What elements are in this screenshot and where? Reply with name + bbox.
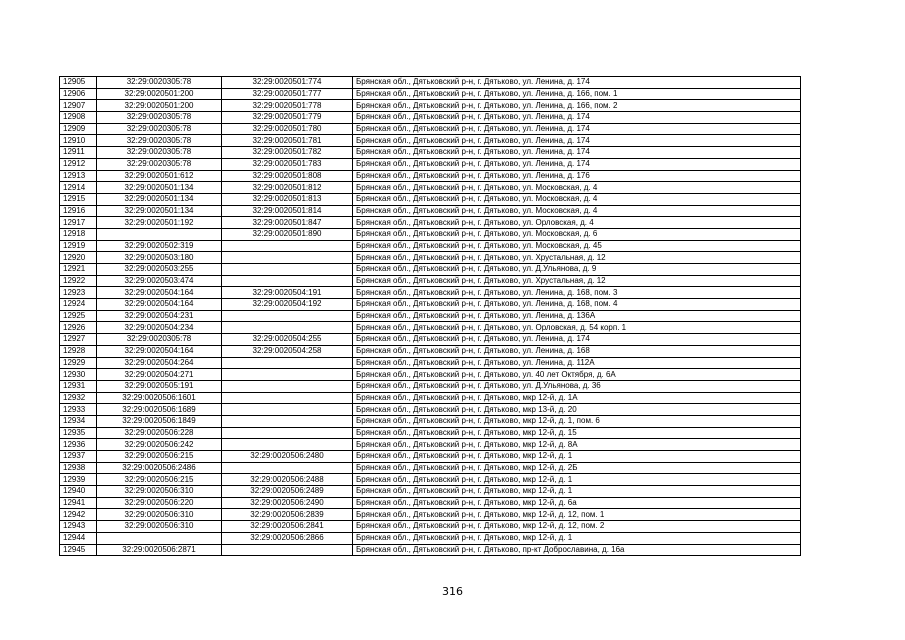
room-number-cell: 32:29:0020501:813 [222, 193, 353, 205]
cadastral-number-cell: 32:29:0020503:474 [97, 275, 222, 287]
address-cell: Брянская обл., Дятьковский р-н, г. Дятьково, мкр 12-й, д. 1 [353, 486, 801, 498]
room-number-cell: 32:29:0020504:192 [222, 299, 353, 311]
cadastral-number-cell: 32:29:0020506:1601 [97, 392, 222, 404]
room-number-cell: 32:29:0020506:2488 [222, 474, 353, 486]
cadastral-number-cell: 32:29:0020305:78 [97, 123, 222, 135]
address-cell: Брянская обл., Дятьковский р-н, г. Дятьково, ул. 40 лет Октября, д. 6А [353, 369, 801, 381]
table-row [60, 521, 801, 533]
room-number-cell: 32:29:0020506:2480 [222, 451, 353, 463]
address-cell: Брянская обл., Дятьковский р-н, г. Дятьково, ул. Ленина, д. 166, пом. 1 [353, 88, 801, 100]
address-cell: Брянская обл., Дятьковский р-н, г. Дятьково, ул. Ленина, д. 174 [353, 135, 801, 147]
room-number-cell [222, 310, 353, 322]
row-number-cell: 12920 [60, 252, 97, 264]
row-number-cell: 12918 [60, 228, 97, 240]
row-number-cell: 12924 [60, 299, 97, 311]
room-number-cell [222, 275, 353, 287]
address-cell: Брянская обл., Дятьковский р-н, г. Дятьково, ул. Московская, д. 4 [353, 182, 801, 194]
address-cell: Брянская обл., Дятьковский р-н, г. Дятьково, ул. Московская, д. 6 [353, 228, 801, 240]
room-number-cell: 32:29:0020504:258 [222, 345, 353, 357]
row-number-cell: 12932 [60, 392, 97, 404]
row-number-cell: 12927 [60, 334, 97, 346]
table-row [60, 532, 801, 544]
table-row [60, 170, 801, 182]
cadastral-number-cell: 32:29:0020506:310 [97, 509, 222, 521]
table-row [60, 509, 801, 521]
cadastral-number-cell: 32:29:0020505:191 [97, 380, 222, 392]
room-number-cell: 32:29:0020504:191 [222, 287, 353, 299]
cadastral-number-cell: 32:29:0020506:1849 [97, 415, 222, 427]
row-number-cell: 12926 [60, 322, 97, 334]
table-row [60, 275, 801, 287]
cadastral-number-cell: 32:29:0020506:228 [97, 427, 222, 439]
table-row [60, 147, 801, 159]
cadastral-number-cell: 32:29:0020506:310 [97, 486, 222, 498]
address-cell: Брянская обл., Дятьковский р-н, г. Дятьково, ул. Ленина, д. 174 [353, 77, 801, 89]
row-number-cell: 12910 [60, 135, 97, 147]
cadastral-number-cell: 32:29:0020503:255 [97, 264, 222, 276]
address-cell: Брянская обл., Дятьковский р-н, г. Дятьково, ул. Ленина, д. 174 [353, 158, 801, 170]
row-number-cell: 12945 [60, 544, 97, 556]
table-row [60, 357, 801, 369]
table-row [60, 123, 801, 135]
table-row [60, 264, 801, 276]
row-number-cell: 12923 [60, 287, 97, 299]
row-number-cell: 12906 [60, 88, 97, 100]
cadastral-number-cell: 32:29:0020501:134 [97, 193, 222, 205]
room-number-cell: 32:29:0020501:847 [222, 217, 353, 229]
row-number-cell: 12930 [60, 369, 97, 381]
row-number-cell: 12938 [60, 462, 97, 474]
cadastral-number-cell: 32:29:0020506:2871 [97, 544, 222, 556]
room-number-cell: 32:29:0020501:774 [222, 77, 353, 89]
room-number-cell [222, 439, 353, 451]
address-cell: Брянская обл., Дятьковский р-н, г. Дятьково, мкр 12-й, д. 1А [353, 392, 801, 404]
table-row [60, 380, 801, 392]
cadastral-number-cell: 32:29:0020504:271 [97, 369, 222, 381]
cadastral-number-cell: 32:29:0020506:310 [97, 521, 222, 533]
table-row [60, 252, 801, 264]
address-cell: Брянская обл., Дятьковский р-н, г. Дятьково, мкр 12-й, д. 6а [353, 497, 801, 509]
address-cell: Брянская обл., Дятьковский р-н, г. Дятьково, ул. Ленина, д. 174 [353, 147, 801, 159]
cadastral-number-cell: 32:29:0020305:78 [97, 77, 222, 89]
cadastral-number-cell: 32:29:0020305:78 [97, 135, 222, 147]
table-row [60, 451, 801, 463]
room-number-cell: 32:29:0020501:779 [222, 112, 353, 124]
room-number-cell: 32:29:0020504:255 [222, 334, 353, 346]
row-number-cell: 12908 [60, 112, 97, 124]
cadastral-number-cell: 32:29:0020504:264 [97, 357, 222, 369]
room-number-cell [222, 392, 353, 404]
address-cell: Брянская обл., Дятьковский р-н, г. Дятьково, ул. Хрустальная, д. 12 [353, 252, 801, 264]
room-number-cell: 32:29:0020506:2866 [222, 532, 353, 544]
room-number-cell: 32:29:0020501:814 [222, 205, 353, 217]
table-row [60, 100, 801, 112]
room-number-cell [222, 415, 353, 427]
table-row [60, 299, 801, 311]
address-cell: Брянская обл., Дятьковский р-н, г. Дятьково, ул. Московская, д. 4 [353, 205, 801, 217]
address-cell: Брянская обл., Дятьковский р-н, г. Дятьково, ул. Ленина, д. 168 [353, 345, 801, 357]
room-number-cell [222, 357, 353, 369]
cadastral-number-cell: 32:29:0020501:200 [97, 100, 222, 112]
address-cell: Брянская обл., Дятьковский р-н, г. Дятьково, ул. Ленина, д. 176 [353, 170, 801, 182]
row-number-cell: 12909 [60, 123, 97, 135]
cadastral-number-cell: 32:29:0020305:78 [97, 147, 222, 159]
address-cell: Брянская обл., Дятьковский р-н, г. Дятьково, мкр 12-й, д. 1, пом. 6 [353, 415, 801, 427]
cadastral-table [59, 76, 801, 556]
room-number-cell [222, 264, 353, 276]
row-number-cell: 12934 [60, 415, 97, 427]
room-number-cell: 32:29:0020506:2489 [222, 486, 353, 498]
table-row [60, 345, 801, 357]
room-number-cell [222, 369, 353, 381]
address-cell: Брянская обл., Дятьковский р-н, г. Дятьково, ул. Орловская, д. 4 [353, 217, 801, 229]
cadastral-number-cell: 32:29:0020501:612 [97, 170, 222, 182]
table-row [60, 217, 801, 229]
row-number-cell: 12939 [60, 474, 97, 486]
cadastral-number-cell: 32:29:0020504:231 [97, 310, 222, 322]
row-number-cell: 12931 [60, 380, 97, 392]
cadastral-number-cell: 32:29:0020305:78 [97, 112, 222, 124]
room-number-cell [222, 252, 353, 264]
address-cell: Брянская обл., Дятьковский р-н, г. Дятьково, ул. Ленина, д. 174 [353, 112, 801, 124]
cadastral-number-cell: 32:29:0020506:215 [97, 451, 222, 463]
address-cell: Брянская обл., Дятьковский р-н, г. Дятьково, мкр 12-й, д. 1 [353, 532, 801, 544]
table-row [60, 427, 801, 439]
address-cell: Брянская обл., Дятьковский р-н, г. Дятьково, ул. Ленина, д. 166, пом. 2 [353, 100, 801, 112]
table-row [60, 404, 801, 416]
table-row [60, 182, 801, 194]
room-number-cell [222, 544, 353, 556]
row-number-cell: 12914 [60, 182, 97, 194]
cadastral-number-cell: 32:29:0020501:134 [97, 182, 222, 194]
table-row [60, 486, 801, 498]
address-cell: Брянская обл., Дятьковский р-н, г. Дятьково, мкр 12-й, д. 12, пом. 1 [353, 509, 801, 521]
table-row [60, 135, 801, 147]
room-number-cell: 32:29:0020501:780 [222, 123, 353, 135]
cadastral-number-cell: 32:29:0020501:134 [97, 205, 222, 217]
row-number-cell: 12919 [60, 240, 97, 252]
row-number-cell: 12916 [60, 205, 97, 217]
row-number-cell: 12922 [60, 275, 97, 287]
row-number-cell: 12928 [60, 345, 97, 357]
room-number-cell: 32:29:0020501:778 [222, 100, 353, 112]
room-number-cell: 32:29:0020501:808 [222, 170, 353, 182]
row-number-cell: 12937 [60, 451, 97, 463]
table-row [60, 88, 801, 100]
page-number: 316 [442, 585, 463, 598]
address-cell: Брянская обл., Дятьковский р-н, г. Дятьково, ул. Ленина, д. 136А [353, 310, 801, 322]
cadastral-number-cell: 32:29:0020501:192 [97, 217, 222, 229]
address-cell: Брянская обл., Дятьковский р-н, г. Дятьково, ул. Хрустальная, д. 12 [353, 275, 801, 287]
row-number-cell: 12907 [60, 100, 97, 112]
cadastral-number-cell: 32:29:0020504:164 [97, 345, 222, 357]
table-row [60, 228, 801, 240]
table-row [60, 462, 801, 474]
room-number-cell: 32:29:0020506:2839 [222, 509, 353, 521]
table-row [60, 474, 801, 486]
row-number-cell: 12944 [60, 532, 97, 544]
cadastral-number-cell: 32:29:0020503:180 [97, 252, 222, 264]
room-number-cell [222, 427, 353, 439]
address-cell: Брянская обл., Дятьковский р-н, г. Дятьково, ул. Московская, д. 4 [353, 193, 801, 205]
cadastral-number-cell: 32:29:0020504:234 [97, 322, 222, 334]
row-number-cell: 12913 [60, 170, 97, 182]
address-cell: Брянская обл., Дятьковский р-н, г. Дятьково, ул. Ленина, д. 168, пом. 3 [353, 287, 801, 299]
address-cell: Брянская обл., Дятьковский р-н, г. Дятьково, ул. Д.Ульянова, д. 9 [353, 264, 801, 276]
address-cell: Брянская обл., Дятьковский р-н, г. Дятьково, мкр 12-й, д. 12, пом. 2 [353, 521, 801, 533]
table-row [60, 240, 801, 252]
address-cell: Брянская обл., Дятьковский р-н, г. Дятьково, мкр 12-й, д. 8А [353, 439, 801, 451]
table-row [60, 439, 801, 451]
cadastral-number-cell [97, 228, 222, 240]
address-cell: Брянская обл., Дятьковский р-н, г. Дятьково, ул. Ленина, д. 174 [353, 123, 801, 135]
table-row [60, 193, 801, 205]
cadastral-number-cell: 32:29:0020504:164 [97, 299, 222, 311]
room-number-cell [222, 404, 353, 416]
cadastral-number-cell: 32:29:0020305:78 [97, 158, 222, 170]
table-row [60, 369, 801, 381]
table-row [60, 544, 801, 556]
address-cell: Брянская обл., Дятьковский р-н, г. Дятьково, ул. Ленина, д. 112А [353, 357, 801, 369]
address-cell: Брянская обл., Дятьковский р-н, г. Дятьково, мкр 12-й, д. 1 [353, 451, 801, 463]
room-number-cell: 32:29:0020501:777 [222, 88, 353, 100]
table-row [60, 77, 801, 89]
address-cell: Брянская обл., Дятьковский р-н, г. Дятьково, мкр 12-й, д. 2Б [353, 462, 801, 474]
room-number-cell: 32:29:0020501:781 [222, 135, 353, 147]
row-number-cell: 12941 [60, 497, 97, 509]
address-cell: Брянская обл., Дятьковский р-н, г. Дятьково, пр-кт Доброславина, д. 16а [353, 544, 801, 556]
row-number-cell: 12917 [60, 217, 97, 229]
table-row [60, 287, 801, 299]
room-number-cell [222, 240, 353, 252]
address-cell: Брянская обл., Дятьковский р-н, г. Дятьково, ул. Ленина, д. 168, пом. 4 [353, 299, 801, 311]
table-row [60, 158, 801, 170]
row-number-cell: 12915 [60, 193, 97, 205]
address-cell: Брянская обл., Дятьковский р-н, г. Дятьково, ул. Московская, д. 45 [353, 240, 801, 252]
table-row [60, 112, 801, 124]
row-number-cell: 12905 [60, 77, 97, 89]
room-number-cell [222, 322, 353, 334]
row-number-cell: 12933 [60, 404, 97, 416]
address-cell: Брянская обл., Дятьковский р-н, г. Дятьково, ул. Д.Ульянова, д. 36 [353, 380, 801, 392]
row-number-cell: 12936 [60, 439, 97, 451]
address-cell: Брянская обл., Дятьковский р-н, г. Дятьково, ул. Орловская, д. 54 корп. 1 [353, 322, 801, 334]
row-number-cell: 12929 [60, 357, 97, 369]
row-number-cell: 12911 [60, 147, 97, 159]
room-number-cell [222, 462, 353, 474]
cadastral-number-cell: 32:29:0020504:164 [97, 287, 222, 299]
row-number-cell: 12921 [60, 264, 97, 276]
row-number-cell: 12942 [60, 509, 97, 521]
room-number-cell [222, 380, 353, 392]
room-number-cell: 32:29:0020501:890 [222, 228, 353, 240]
table-row [60, 497, 801, 509]
table-row [60, 334, 801, 346]
address-cell: Брянская обл., Дятьковский р-н, г. Дятьково, мкр 12-й, д. 1 [353, 474, 801, 486]
cadastral-number-cell: 32:29:0020506:1689 [97, 404, 222, 416]
room-number-cell: 32:29:0020506:2841 [222, 521, 353, 533]
cadastral-number-cell: 32:29:0020502:319 [97, 240, 222, 252]
table-row [60, 322, 801, 334]
cadastral-number-cell: 32:29:0020506:215 [97, 474, 222, 486]
row-number-cell: 12935 [60, 427, 97, 439]
table-row [60, 415, 801, 427]
table-row [60, 205, 801, 217]
cadastral-number-cell: 32:29:0020305:78 [97, 334, 222, 346]
room-number-cell: 32:29:0020501:782 [222, 147, 353, 159]
address-cell: Брянская обл., Дятьковский р-н, г. Дятьково, ул. Ленина, д. 174 [353, 334, 801, 346]
row-number-cell: 12925 [60, 310, 97, 322]
row-number-cell: 12940 [60, 486, 97, 498]
table-row [60, 310, 801, 322]
address-cell: Брянская обл., Дятьковский р-н, г. Дятьково, мкр 12-й, д. 15 [353, 427, 801, 439]
table-row [60, 392, 801, 404]
address-cell: Брянская обл., Дятьковский р-н, г. Дятьково, мкр 13-й, д. 20 [353, 404, 801, 416]
cadastral-number-cell: 32:29:0020506:220 [97, 497, 222, 509]
table-body [60, 77, 801, 556]
cadastral-number-cell: 32:29:0020506:2486 [97, 462, 222, 474]
cadastral-number-cell: 32:29:0020501:200 [97, 88, 222, 100]
room-number-cell: 32:29:0020506:2490 [222, 497, 353, 509]
row-number-cell: 12943 [60, 521, 97, 533]
row-number-cell: 12912 [60, 158, 97, 170]
room-number-cell: 32:29:0020501:783 [222, 158, 353, 170]
room-number-cell: 32:29:0020501:812 [222, 182, 353, 194]
cadastral-number-cell [97, 532, 222, 544]
cadastral-number-cell: 32:29:0020506:242 [97, 439, 222, 451]
